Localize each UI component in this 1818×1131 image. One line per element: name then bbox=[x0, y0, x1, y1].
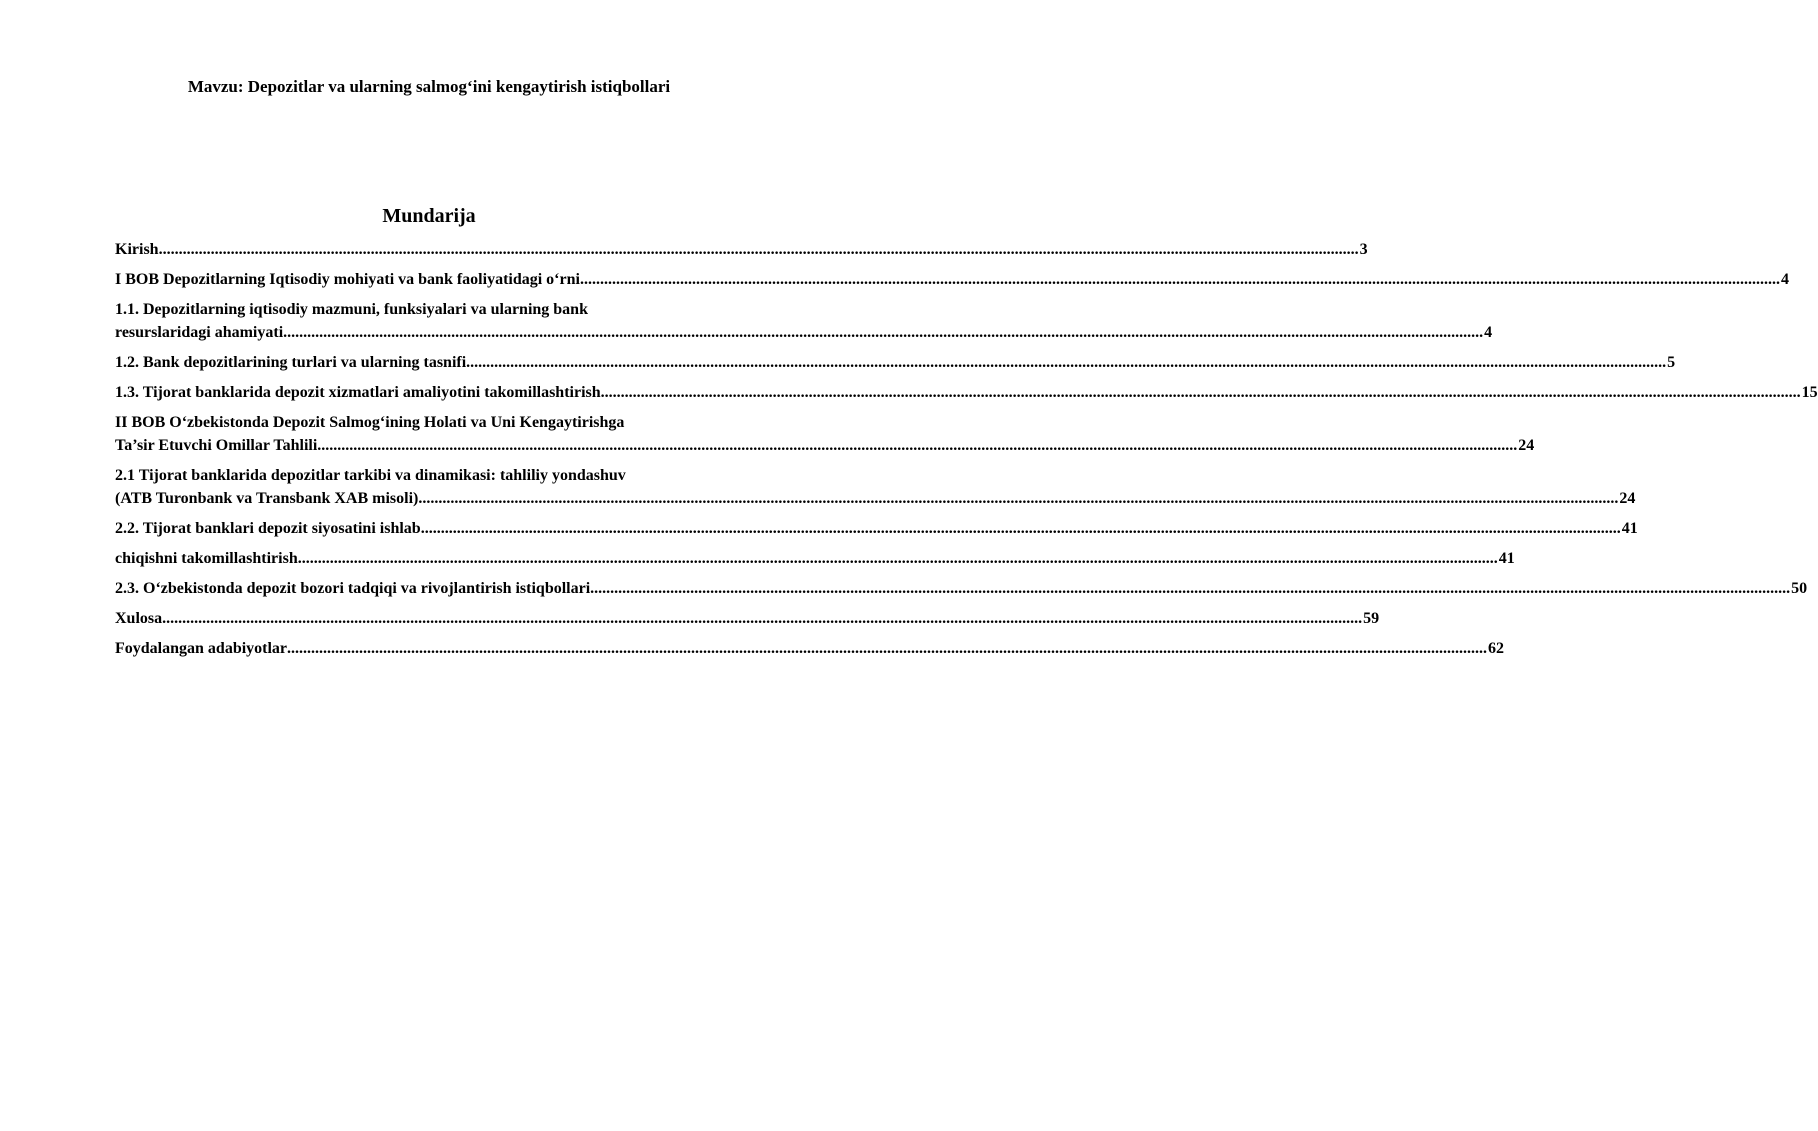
toc-dot-leader: ............................................................................................................................................................................................................................................................................................................ bbox=[600, 384, 1801, 401]
toc-entry[interactable] bbox=[115, 637, 1505, 660]
toc-entry-title-line: 1.1. Depozitlarning iqtisodiy mazmuni, funksiyalari va ularning bank bbox=[115, 301, 588, 318]
toc-entry[interactable] bbox=[115, 351, 1676, 374]
toc-entry-page-number: 41 bbox=[1498, 550, 1515, 567]
toc-entry-title: I BOB Depozitlarning Iqtisodiy mohiyati va bank faoliyatidagi o‘rni bbox=[115, 271, 580, 288]
toc-dot-leader: ............................................................................................................................................................................................................................................................................................................ bbox=[317, 437, 1518, 454]
toc-entry[interactable] bbox=[115, 607, 1380, 630]
toc-entry[interactable] bbox=[115, 238, 1368, 261]
toc-entry-page-number: 24 bbox=[1518, 437, 1535, 454]
toc-entry-title: (ATB Turonbank va Transbank XAB misoli) bbox=[115, 490, 419, 507]
toc-entry[interactable] bbox=[115, 411, 1535, 457]
document-topic: Mavzu: Depozitlar va ularning salmog‘ini kengaytirish istiqbollari bbox=[187, 77, 671, 96]
toc-entry-title-line: II BOB O‘zbekistonda Depozit Salmog‘ining Holati va Uni Kengaytirishga bbox=[115, 414, 625, 431]
toc-entry-line bbox=[115, 434, 1535, 457]
toc-dot-leader: ............................................................................................................................................................................................................................................................................................................ bbox=[579, 271, 1780, 288]
toc-entry[interactable] bbox=[115, 577, 1808, 600]
toc-entry-page-number: 3 bbox=[1359, 241, 1368, 258]
toc-entry[interactable] bbox=[115, 547, 1515, 570]
toc-entry-title: Ta’sir Etuvchi Omillar Tahlili bbox=[115, 437, 318, 454]
toc-entry-page-number: 5 bbox=[1667, 354, 1676, 371]
table-of-contents bbox=[115, 238, 1818, 667]
toc-entry-line bbox=[115, 547, 1515, 570]
toc-entry-line bbox=[115, 268, 1789, 291]
toc-entry-title: 1.2. Bank depozitlarining turlari va ularning tasnifi bbox=[115, 354, 467, 371]
toc-entry-page-number: 59 bbox=[1363, 610, 1380, 627]
toc-entry-page-number: 41 bbox=[1621, 520, 1638, 537]
toc-entry-title: resurslaridagi ahamiyati bbox=[115, 324, 284, 341]
toc-entry-line bbox=[115, 487, 1636, 510]
toc-heading: Mundarija bbox=[382, 205, 476, 227]
toc-dot-leader: ............................................................................................................................................................................................................................................................................................................ bbox=[297, 550, 1498, 567]
toc-entry-line bbox=[115, 238, 1368, 261]
toc-entry-title: 1.3. Tijorat banklarida depozit xizmatlari amaliyotini takomillashtirish bbox=[115, 384, 601, 401]
toc-entry-page-number: 62 bbox=[1488, 640, 1505, 657]
toc-entry-title: 2.2. Tijorat banklari depozit siyosatini ishlab bbox=[115, 520, 421, 537]
toc-dot-leader: ............................................................................................................................................................................................................................................................................................................ bbox=[158, 241, 1359, 258]
toc-dot-leader: ............................................................................................................................................................................................................................................................................................................ bbox=[287, 640, 1488, 657]
toc-entry-title: 2.3. O‘zbekistonda depozit bozori tadqiqi va rivojlantirish istiqbollari bbox=[115, 580, 591, 597]
toc-entry-page-number: 4 bbox=[1780, 271, 1789, 288]
toc-entry-line bbox=[115, 607, 1380, 630]
toc-entry-line bbox=[115, 637, 1505, 660]
toc-entry-title: Kirish bbox=[115, 241, 159, 258]
toc-entry[interactable] bbox=[115, 517, 1638, 540]
toc-entry-title: Foydalangan adabiyotlar bbox=[115, 640, 288, 657]
toc-entry[interactable] bbox=[115, 298, 1493, 344]
toc-entry-page-number: 4 bbox=[1484, 324, 1493, 341]
toc-entry-page-number: 15 bbox=[1801, 384, 1818, 401]
toc-entry-line bbox=[115, 517, 1638, 540]
toc-dot-leader: ............................................................................................................................................................................................................................................................................................................ bbox=[162, 610, 1363, 627]
toc-entry-title-line: 2.1 Tijorat banklarida depozitlar tarkibi va dinamikasi: tahliliy yondashuv bbox=[115, 467, 626, 484]
toc-entry-page-number: 50 bbox=[1791, 580, 1808, 597]
toc-entry-line bbox=[115, 351, 1676, 374]
toc-dot-leader: ............................................................................................................................................................................................................................................................................................................ bbox=[590, 580, 1791, 597]
toc-entry-line bbox=[115, 577, 1808, 600]
toc-entry[interactable] bbox=[115, 464, 1636, 510]
toc-dot-leader: ............................................................................................................................................................................................................................................................................................................ bbox=[466, 354, 1667, 371]
toc-dot-leader: ............................................................................................................................................................................................................................................................................................................ bbox=[283, 324, 1484, 341]
toc-dot-leader: ............................................................................................................................................................................................................................................................................................................ bbox=[418, 490, 1619, 507]
toc-dot-leader: ............................................................................................................................................................................................................................................................................................................ bbox=[420, 520, 1621, 537]
toc-entry[interactable] bbox=[115, 381, 1818, 404]
toc-entry-line bbox=[115, 321, 1493, 344]
toc-entry[interactable] bbox=[115, 268, 1789, 291]
toc-entry-line bbox=[115, 381, 1818, 404]
toc-entry-title: Xulosa bbox=[115, 610, 163, 627]
toc-entry-title: chiqishni takomillashtirish bbox=[115, 550, 298, 567]
toc-entry-page-number: 24 bbox=[1619, 490, 1636, 507]
